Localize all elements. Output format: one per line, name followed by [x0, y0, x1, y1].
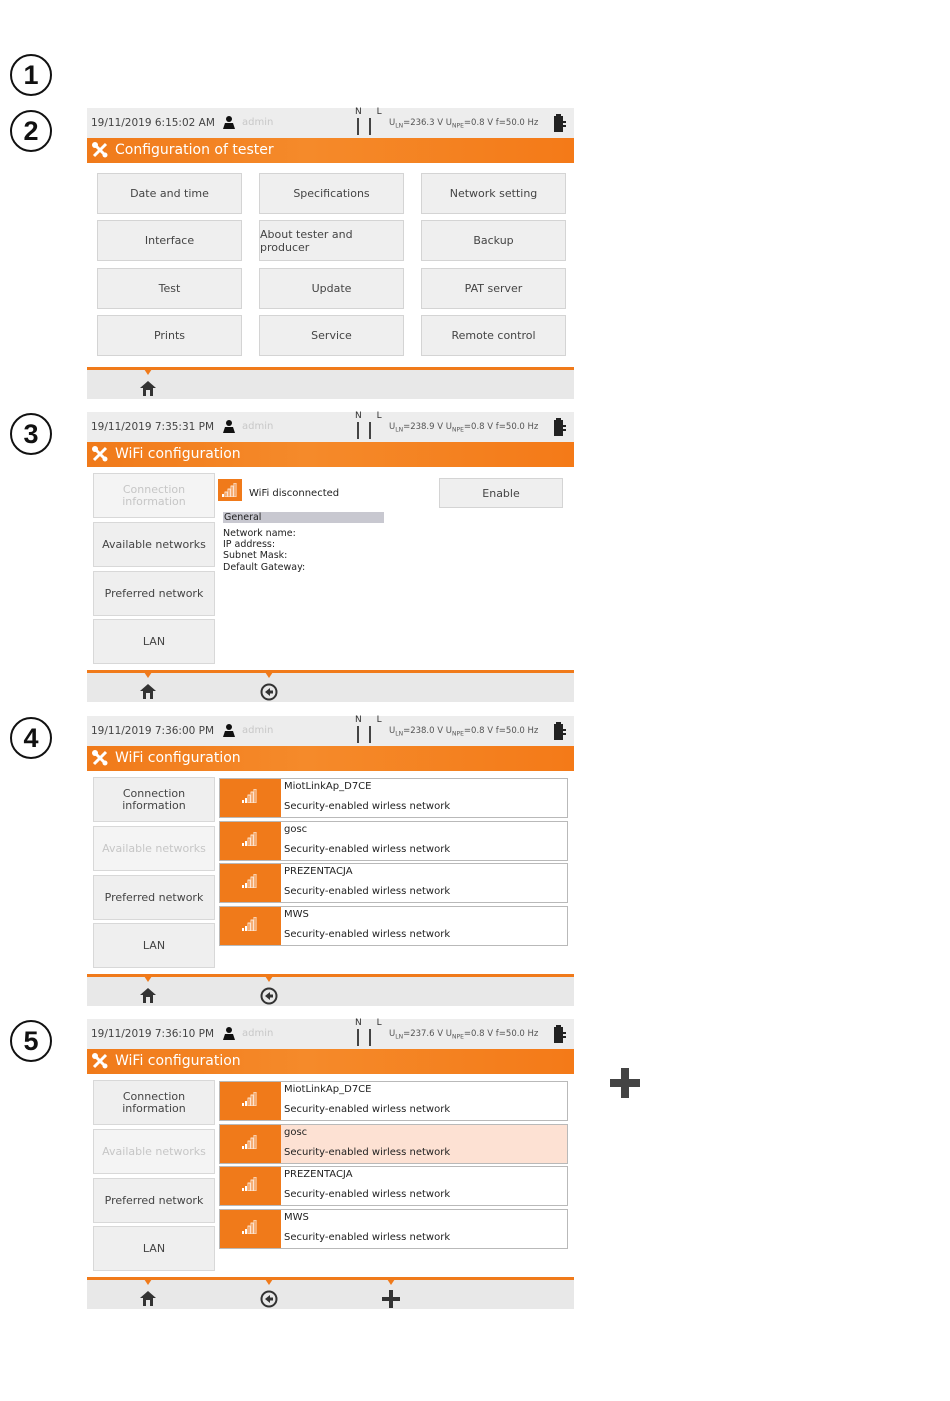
signal-icon [242, 1135, 258, 1149]
status-bar [87, 716, 574, 746]
date-time: 19/11/2019 7:36:10 PM [91, 1028, 215, 1040]
home-pin [144, 672, 152, 678]
nl-indicator [357, 1029, 371, 1046]
signal-strength [220, 1167, 281, 1205]
signal-icon [242, 1092, 258, 1106]
wifi-status-text: WiFi disconnected [249, 488, 340, 499]
about-tester-button[interactable]: About tester and producer [259, 220, 404, 261]
lan-tab[interactable]: LAN [93, 1226, 215, 1271]
available-networks-tab[interactable]: Available networks [93, 826, 215, 871]
user-name: admin [242, 421, 274, 432]
plug-icon [553, 418, 567, 437]
network-row[interactable] [219, 778, 568, 818]
back-pin [265, 672, 273, 678]
preferred-network-tab[interactable]: Preferred network [93, 1178, 215, 1223]
signal-icon [222, 483, 238, 497]
network-row[interactable] [219, 863, 568, 903]
available-networks-screen [87, 716, 574, 1008]
home-icon[interactable] [139, 683, 157, 700]
step-marker-4: 4 [10, 717, 52, 759]
network-name-label: Network name: [223, 528, 296, 539]
title-bar [87, 746, 574, 771]
signal-strength [220, 907, 281, 945]
network-security: Security-enabled wirless network [284, 929, 451, 940]
interface-button[interactable]: Interface [97, 220, 242, 261]
network-row[interactable] [219, 821, 568, 861]
back-icon[interactable] [260, 987, 278, 1005]
signal-strength [220, 1125, 281, 1163]
network-security: Security-enabled wirless network [284, 1147, 451, 1158]
signal-icon [242, 832, 258, 846]
title-bar [87, 138, 574, 163]
default-gateway-label: Default Gateway: [223, 562, 306, 573]
network-row[interactable] [219, 1081, 568, 1121]
network-security: Security-enabled wirless network [284, 1189, 451, 1200]
network-security: Security-enabled wirless network [284, 844, 451, 855]
user-name: admin [242, 1028, 274, 1039]
lan-tab[interactable]: LAN [93, 923, 215, 968]
lan-tab[interactable]: LAN [93, 619, 215, 664]
user-icon [223, 1026, 235, 1040]
ip-address-label: IP address: [223, 539, 276, 550]
plug-icon [553, 722, 567, 741]
date-and-time-button[interactable]: Date and time [97, 173, 242, 214]
nl-indicator-label: N L [355, 1018, 388, 1028]
step-marker-3: 3 [10, 413, 52, 455]
step-marker-5: 5 [10, 1020, 52, 1062]
preferred-network-tab[interactable]: Preferred network [93, 875, 215, 920]
available-networks-tab[interactable]: Available networks [93, 1129, 215, 1174]
back-icon[interactable] [260, 1290, 278, 1308]
update-button[interactable]: Update [259, 268, 404, 309]
network-name: MiotLinkAp_D7CE [284, 1084, 372, 1095]
title-bar [87, 442, 574, 467]
bottom-toolbar [87, 1277, 574, 1309]
network-selected-screen [87, 1019, 574, 1312]
screen-title: WiFi configuration [115, 750, 241, 766]
network-row[interactable] [219, 906, 568, 946]
mains-measurement: $U_{LN}=237.6$ V $U_{NPE}=0.8$ V f=50.0 Hz [389, 1029, 539, 1041]
date-time: 19/11/2019 7:35:31 PM [91, 421, 215, 433]
home-pin [144, 976, 152, 982]
date-time: 19/11/2019 6:15:02 AM [91, 117, 215, 129]
nl-indicator [357, 118, 371, 135]
backup-button[interactable]: Backup [421, 220, 566, 261]
home-icon[interactable] [139, 1290, 157, 1307]
tools-icon [91, 141, 109, 159]
network-security: Security-enabled wirless network [284, 801, 451, 812]
configuration-screen [87, 108, 574, 401]
user-icon [223, 115, 235, 129]
preferred-network-tab[interactable]: Preferred network [93, 571, 215, 616]
mains-measurement: $U_{LN}=236.3$ V $U_{NPE}=0.8$ V f=50.0 Hz [389, 118, 539, 130]
step-marker-1: 1 [10, 54, 52, 96]
signal-icon [242, 1177, 258, 1191]
signal-strength [220, 864, 281, 902]
tools-icon [91, 1052, 109, 1070]
network-name: MWS [284, 909, 309, 920]
signal-strength [220, 1082, 281, 1120]
screen-title: Configuration of tester [115, 142, 274, 158]
user-name: admin [242, 725, 274, 736]
screen-title: WiFi configuration [115, 1053, 241, 1069]
home-pin [144, 369, 152, 375]
available-networks-tab[interactable]: Available networks [93, 522, 215, 567]
specifications-button[interactable]: Specifications [259, 173, 404, 214]
status-bar [87, 108, 574, 138]
plug-icon [553, 1025, 567, 1044]
enable-wifi-button[interactable]: Enable [439, 478, 563, 508]
screen-title: WiFi configuration [115, 446, 241, 462]
signal-icon [242, 917, 258, 931]
wifi-connection-screen [87, 412, 574, 704]
user-icon [223, 723, 235, 737]
network-name: gosc [284, 1127, 308, 1138]
signal-strength [220, 822, 281, 860]
home-pin [144, 1279, 152, 1285]
prints-button[interactable]: Prints [97, 315, 242, 356]
service-button[interactable]: Service [259, 315, 404, 356]
plus-icon [610, 1068, 640, 1098]
connection-information-tab[interactable]: Connection information [93, 473, 215, 518]
add-pin [387, 1279, 395, 1285]
plus-icon[interactable] [382, 1290, 400, 1308]
connection-information-tab[interactable]: Connection information [93, 1080, 215, 1125]
network-security: Security-enabled wirless network [284, 1232, 451, 1243]
wifi-signal-badge [218, 479, 242, 501]
signal-icon [242, 789, 258, 803]
user-name: admin [242, 117, 274, 128]
network-name: PREZENTACJA [284, 1169, 353, 1180]
nl-indicator [357, 726, 371, 743]
signal-icon [242, 874, 258, 888]
step-marker-2: 2 [10, 110, 52, 152]
network-name: PREZENTACJA [284, 866, 353, 877]
bottom-toolbar [87, 670, 574, 702]
network-name: MWS [284, 1212, 309, 1223]
mains-measurement: $U_{LN}=238.0$ V $U_{NPE}=0.8$ V f=50.0 Hz [389, 726, 539, 738]
network-name: MiotLinkAp_D7CE [284, 781, 372, 792]
signal-strength [220, 779, 281, 817]
title-bar [87, 1049, 574, 1074]
subnet-mask-label: Subnet Mask: [223, 550, 288, 561]
back-pin [265, 1279, 273, 1285]
nl-indicator-label: N L [355, 107, 388, 117]
network-security: Security-enabled wirless network [284, 1104, 451, 1115]
test-button[interactable]: Test [97, 268, 242, 309]
nl-indicator-label: N L [355, 715, 388, 725]
signal-icon [242, 1220, 258, 1234]
back-icon[interactable] [260, 683, 278, 701]
nl-indicator [357, 422, 371, 439]
back-pin [265, 976, 273, 982]
tools-icon [91, 749, 109, 767]
pat-server-button[interactable]: PAT server [421, 268, 566, 309]
nl-indicator-label: N L [355, 411, 388, 421]
mains-measurement: $U_{LN}=238.9$ V $U_{NPE}=0.8$ V f=50.0 Hz [389, 422, 539, 434]
signal-strength [220, 1210, 281, 1248]
network-security: Security-enabled wirless network [284, 886, 451, 897]
bottom-toolbar [87, 367, 574, 399]
status-bar [87, 412, 574, 442]
network-name: gosc [284, 824, 308, 835]
bottom-toolbar [87, 974, 574, 1006]
status-bar [87, 1019, 574, 1049]
connection-information-tab[interactable]: Connection information [93, 777, 215, 822]
network-setting-button[interactable]: Network setting [421, 173, 566, 214]
network-row[interactable] [219, 1166, 568, 1206]
home-icon[interactable] [139, 380, 157, 397]
home-icon[interactable] [139, 987, 157, 1004]
date-time: 19/11/2019 7:36:00 PM [91, 725, 215, 737]
tools-icon [91, 445, 109, 463]
user-icon [223, 419, 235, 433]
remote-control-button[interactable]: Remote control [421, 315, 566, 356]
plug-icon [553, 114, 567, 133]
general-section-header: General [223, 512, 384, 523]
network-row-selected[interactable] [219, 1124, 568, 1164]
network-row[interactable] [219, 1209, 568, 1249]
